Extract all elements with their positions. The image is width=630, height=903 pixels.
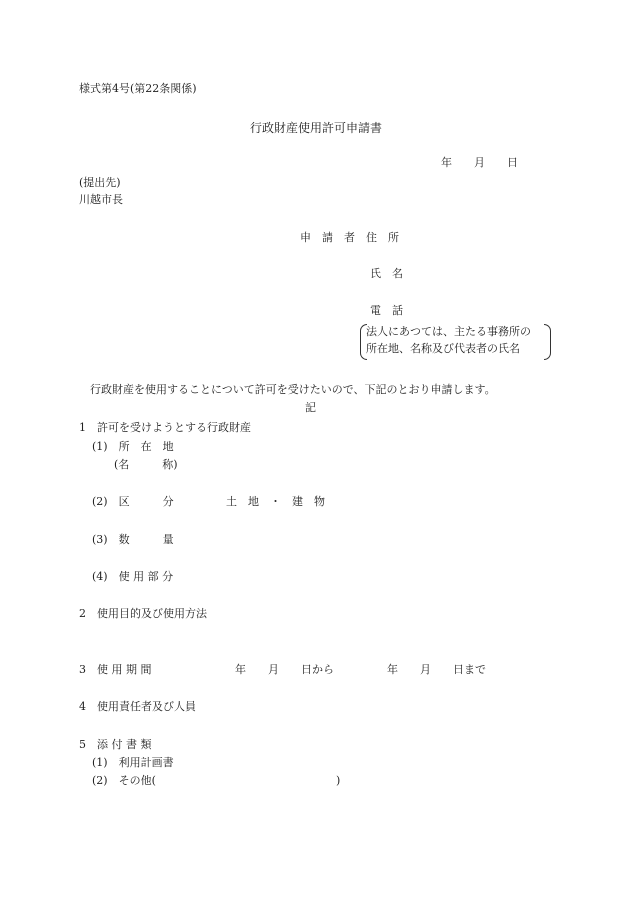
item5-other-open: (2) その他(	[92, 774, 156, 787]
date-line: 年 月 日	[441, 156, 518, 169]
item1-name-label: (名 称)	[114, 458, 178, 471]
item1-quantity-label: (3) 数 量	[92, 533, 174, 546]
item1-use-portion-label: (4) 使 用 部 分	[92, 570, 174, 583]
applicant-phone-label: 電 話	[370, 304, 403, 317]
item3-from: 年 月 日から	[235, 663, 334, 676]
corporate-note-line1: 法人にあつては、主たる事務所の	[366, 325, 531, 338]
applicant-address-label: 申 請 者 住 所	[300, 231, 399, 244]
addressee: 川越市長	[79, 193, 123, 206]
applicant-name-label: 氏 名	[370, 267, 403, 280]
item1-heading: 1 許可を受けようとする行政財産	[79, 421, 251, 434]
item3-to: 年 月 日まで	[387, 663, 486, 676]
item5-heading: 5 添 付 書 類	[79, 738, 152, 751]
form-number: 様式第4号(第22条関係)	[79, 82, 197, 95]
item4-heading: 4 使用責任者及び人員	[79, 700, 196, 713]
document-title: 行政財産使用許可申請書	[250, 121, 383, 135]
item1-category-value: 土 地 ・ 建 物	[226, 495, 325, 508]
item5-plan-label: (1) 利用計画書	[92, 756, 174, 769]
item3-heading: 3 使 用 期 間	[79, 663, 152, 676]
corporate-note-line2: 所在地、名称及び代表者の氏名	[366, 342, 520, 355]
submit-to-label: (提出先)	[79, 176, 121, 189]
body-text: 行政財産を使用することについて許可を受けたいので、下記のとおり申請します。	[90, 383, 496, 396]
item1-location-label: (1) 所 在 地	[92, 440, 174, 453]
corporate-note-right-bracket	[544, 324, 551, 360]
ki-heading: 記	[305, 401, 316, 414]
item2-heading: 2 使用目的及び使用方法	[79, 607, 207, 620]
item1-category-label: (2) 区 分	[92, 495, 174, 508]
item5-other-close: )	[336, 774, 341, 787]
